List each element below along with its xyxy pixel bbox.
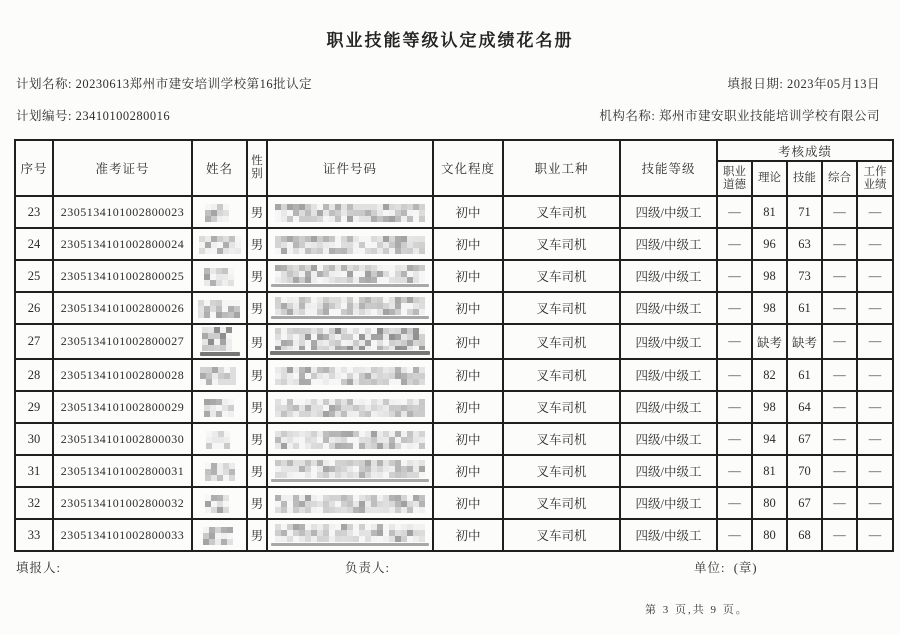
score-skill: 缺考 [787, 324, 822, 359]
score-theory: 96 [752, 228, 787, 260]
skill-level: 四级/中级工 [620, 324, 717, 359]
score-work: — [857, 423, 893, 455]
row-seq: 32 [15, 487, 53, 519]
gender: 男 [247, 292, 267, 324]
score-skill: 71 [787, 196, 822, 228]
score-theory: 98 [752, 391, 787, 423]
table-row [15, 260, 893, 292]
header-gender: 性别 [247, 140, 267, 196]
skill-level: 四级/中级工 [620, 455, 717, 487]
row-seq: 28 [15, 359, 53, 391]
score-comprehensive: — [822, 196, 857, 228]
id-redacted [267, 391, 433, 423]
row-seq: 30 [15, 423, 53, 455]
score-ethics: — [717, 487, 752, 519]
ticket-number: 2305134101002800026 [53, 292, 192, 324]
header-score-ethics: 职业道德 [717, 161, 752, 196]
education: 初中 [433, 487, 503, 519]
occupation: 叉车司机 [503, 196, 620, 228]
score-skill: 61 [787, 292, 822, 324]
score-ethics: — [717, 359, 752, 391]
plan-name-value: 20230613郑州市建安培训学校第16批认定 [75, 77, 313, 91]
occupation: 叉车司机 [503, 359, 620, 391]
score-skill: 63 [787, 228, 822, 260]
name-redacted [192, 423, 247, 455]
row-seq: 23 [15, 196, 53, 228]
education: 初中 [433, 228, 503, 260]
ticket-number: 2305134101002800027 [53, 324, 192, 359]
score-work: — [857, 260, 893, 292]
skill-level: 四级/中级工 [620, 228, 717, 260]
skill-level: 四级/中级工 [620, 423, 717, 455]
score-skill: 67 [787, 423, 822, 455]
score-work: — [857, 228, 893, 260]
header-scores-group: 考核成绩 [717, 140, 893, 161]
ticket-number: 2305134101002800028 [53, 359, 192, 391]
occupation: 叉车司机 [503, 324, 620, 359]
table-row [15, 292, 893, 324]
score-comprehensive: — [822, 423, 857, 455]
score-work: — [857, 324, 893, 359]
header-occupation: 职业工种 [503, 140, 620, 196]
roster-table [14, 139, 894, 552]
plan-name-line [16, 74, 312, 92]
occupation: 叉车司机 [503, 455, 620, 487]
education: 初中 [433, 260, 503, 292]
header-score-theory: 理论 [752, 161, 787, 196]
score-work: — [857, 359, 893, 391]
occupation: 叉车司机 [503, 519, 620, 551]
score-comprehensive: — [822, 455, 857, 487]
score-ethics: — [717, 260, 752, 292]
score-work: — [857, 391, 893, 423]
score-ethics: — [717, 196, 752, 228]
id-redacted [267, 260, 433, 292]
table-row [15, 423, 893, 455]
name-redacted [192, 455, 247, 487]
id-redacted [267, 519, 433, 551]
row-seq: 25 [15, 260, 53, 292]
score-ethics: — [717, 228, 752, 260]
seal-hint: (章) [733, 561, 758, 575]
plan-no-line [16, 106, 170, 124]
skill-level: 四级/中级工 [620, 359, 717, 391]
score-comprehensive: — [822, 228, 857, 260]
id-redacted [267, 487, 433, 519]
header-education: 文化程度 [433, 140, 503, 196]
education: 初中 [433, 324, 503, 359]
occupation: 叉车司机 [503, 487, 620, 519]
header-score-comprehensive: 综合 [822, 161, 857, 196]
education: 初中 [433, 359, 503, 391]
manager-signature-line: 负责人: [345, 561, 390, 575]
gender: 男 [247, 359, 267, 391]
score-work: — [857, 292, 893, 324]
score-theory: 80 [752, 519, 787, 551]
gender: 男 [247, 391, 267, 423]
score-ethics: — [717, 391, 752, 423]
occupation: 叉车司机 [503, 228, 620, 260]
table-row [15, 228, 893, 260]
gender: 男 [247, 423, 267, 455]
table-row [15, 196, 893, 228]
education: 初中 [433, 423, 503, 455]
header-score-work: 工作业绩 [857, 161, 893, 196]
score-skill: 73 [787, 260, 822, 292]
id-redacted [267, 324, 433, 359]
skill-level: 四级/中级工 [620, 487, 717, 519]
score-ethics: — [717, 423, 752, 455]
score-skill: 64 [787, 391, 822, 423]
id-redacted [267, 423, 433, 455]
score-comprehensive: — [822, 292, 857, 324]
name-redacted [192, 324, 247, 359]
report-date-value: 2023年05月13日 [786, 77, 880, 91]
name-redacted [192, 391, 247, 423]
score-theory: 98 [752, 260, 787, 292]
score-ethics: — [717, 519, 752, 551]
occupation: 叉车司机 [503, 292, 620, 324]
plan-no-value: 23410100280016 [75, 109, 171, 123]
header-id-number: 证件号码 [267, 140, 433, 196]
filler-signature-line: 填报人: [16, 561, 61, 575]
plan-name-label: 计划名称: [16, 77, 72, 91]
table-row [15, 455, 893, 487]
ticket-number: 2305134101002800030 [53, 423, 192, 455]
score-ethics: — [717, 455, 752, 487]
score-comprehensive: — [822, 391, 857, 423]
score-comprehensive: — [822, 359, 857, 391]
name-redacted [192, 228, 247, 260]
roster-body [15, 196, 893, 551]
id-redacted [267, 196, 433, 228]
row-seq: 33 [15, 519, 53, 551]
unit-seal-line: 单位: (章) [694, 561, 758, 575]
education: 初中 [433, 455, 503, 487]
ticket-number: 2305134101002800024 [53, 228, 192, 260]
org-name-value: 郑州市建安职业技能培训学校有限公司 [658, 109, 880, 123]
name-redacted [192, 196, 247, 228]
skill-level: 四级/中级工 [620, 292, 717, 324]
score-comprehensive: — [822, 487, 857, 519]
score-skill: 67 [787, 487, 822, 519]
page-title: 职业技能等级认定成绩花名册 [326, 31, 574, 50]
header-score-skill: 技能 [787, 161, 822, 196]
score-theory: 98 [752, 292, 787, 324]
education: 初中 [433, 391, 503, 423]
ticket-number: 2305134101002800033 [53, 519, 192, 551]
ticket-number: 2305134101002800029 [53, 391, 192, 423]
gender: 男 [247, 519, 267, 551]
gender: 男 [247, 260, 267, 292]
row-seq: 31 [15, 455, 53, 487]
skill-level: 四级/中级工 [620, 519, 717, 551]
id-redacted [267, 359, 433, 391]
score-theory: 82 [752, 359, 787, 391]
table-row [15, 391, 893, 423]
education: 初中 [433, 519, 503, 551]
score-skill: 70 [787, 455, 822, 487]
score-skill: 61 [787, 359, 822, 391]
score-work: — [857, 196, 893, 228]
score-ethics: — [717, 292, 752, 324]
score-work: — [857, 455, 893, 487]
table-header [15, 140, 893, 196]
education: 初中 [433, 292, 503, 324]
name-redacted [192, 260, 247, 292]
report-date-label: 填报日期: [727, 77, 784, 91]
score-theory: 81 [752, 455, 787, 487]
gender: 男 [247, 455, 267, 487]
occupation: 叉车司机 [503, 260, 620, 292]
org-line [599, 106, 880, 124]
report-date-line [727, 74, 880, 92]
name-redacted [192, 292, 247, 324]
skill-level: 四级/中级工 [620, 196, 717, 228]
row-seq: 27 [15, 324, 53, 359]
header-level: 技能等级 [620, 140, 717, 196]
header-name: 姓名 [192, 140, 247, 196]
ticket-number: 2305134101002800023 [53, 196, 192, 228]
name-redacted [192, 519, 247, 551]
row-seq: 29 [15, 391, 53, 423]
row-seq: 24 [15, 228, 53, 260]
header-ticket: 准考证号 [53, 140, 192, 196]
row-seq: 26 [15, 292, 53, 324]
page-number: 第 3 页,共 9 页。 [645, 604, 749, 616]
score-work: — [857, 519, 893, 551]
gender: 男 [247, 487, 267, 519]
skill-level: 四级/中级工 [620, 391, 717, 423]
ticket-number: 2305134101002800025 [53, 260, 192, 292]
table-row [15, 359, 893, 391]
id-redacted [267, 292, 433, 324]
score-theory: 缺考 [752, 324, 787, 359]
score-theory: 81 [752, 196, 787, 228]
ticket-number: 2305134101002800031 [53, 455, 192, 487]
table-row [15, 519, 893, 551]
occupation: 叉车司机 [503, 391, 620, 423]
score-comprehensive: — [822, 260, 857, 292]
name-redacted [192, 487, 247, 519]
table-row [15, 324, 893, 359]
score-ethics: — [717, 324, 752, 359]
header-seq: 序号 [15, 140, 53, 196]
score-work: — [857, 487, 893, 519]
score-comprehensive: — [822, 324, 857, 359]
skill-level: 四级/中级工 [620, 260, 717, 292]
score-theory: 80 [752, 487, 787, 519]
score-skill: 68 [787, 519, 822, 551]
table-row [15, 487, 893, 519]
score-theory: 94 [752, 423, 787, 455]
org-label: 机构名称: [599, 109, 656, 123]
plan-no-label: 计划编号: [16, 109, 72, 123]
score-comprehensive: — [822, 519, 857, 551]
gender: 男 [247, 228, 267, 260]
education: 初中 [433, 196, 503, 228]
occupation: 叉车司机 [503, 423, 620, 455]
ticket-number: 2305134101002800032 [53, 487, 192, 519]
gender: 男 [247, 196, 267, 228]
gender: 男 [247, 324, 267, 359]
id-redacted [267, 455, 433, 487]
name-redacted [192, 359, 247, 391]
id-redacted [267, 228, 433, 260]
